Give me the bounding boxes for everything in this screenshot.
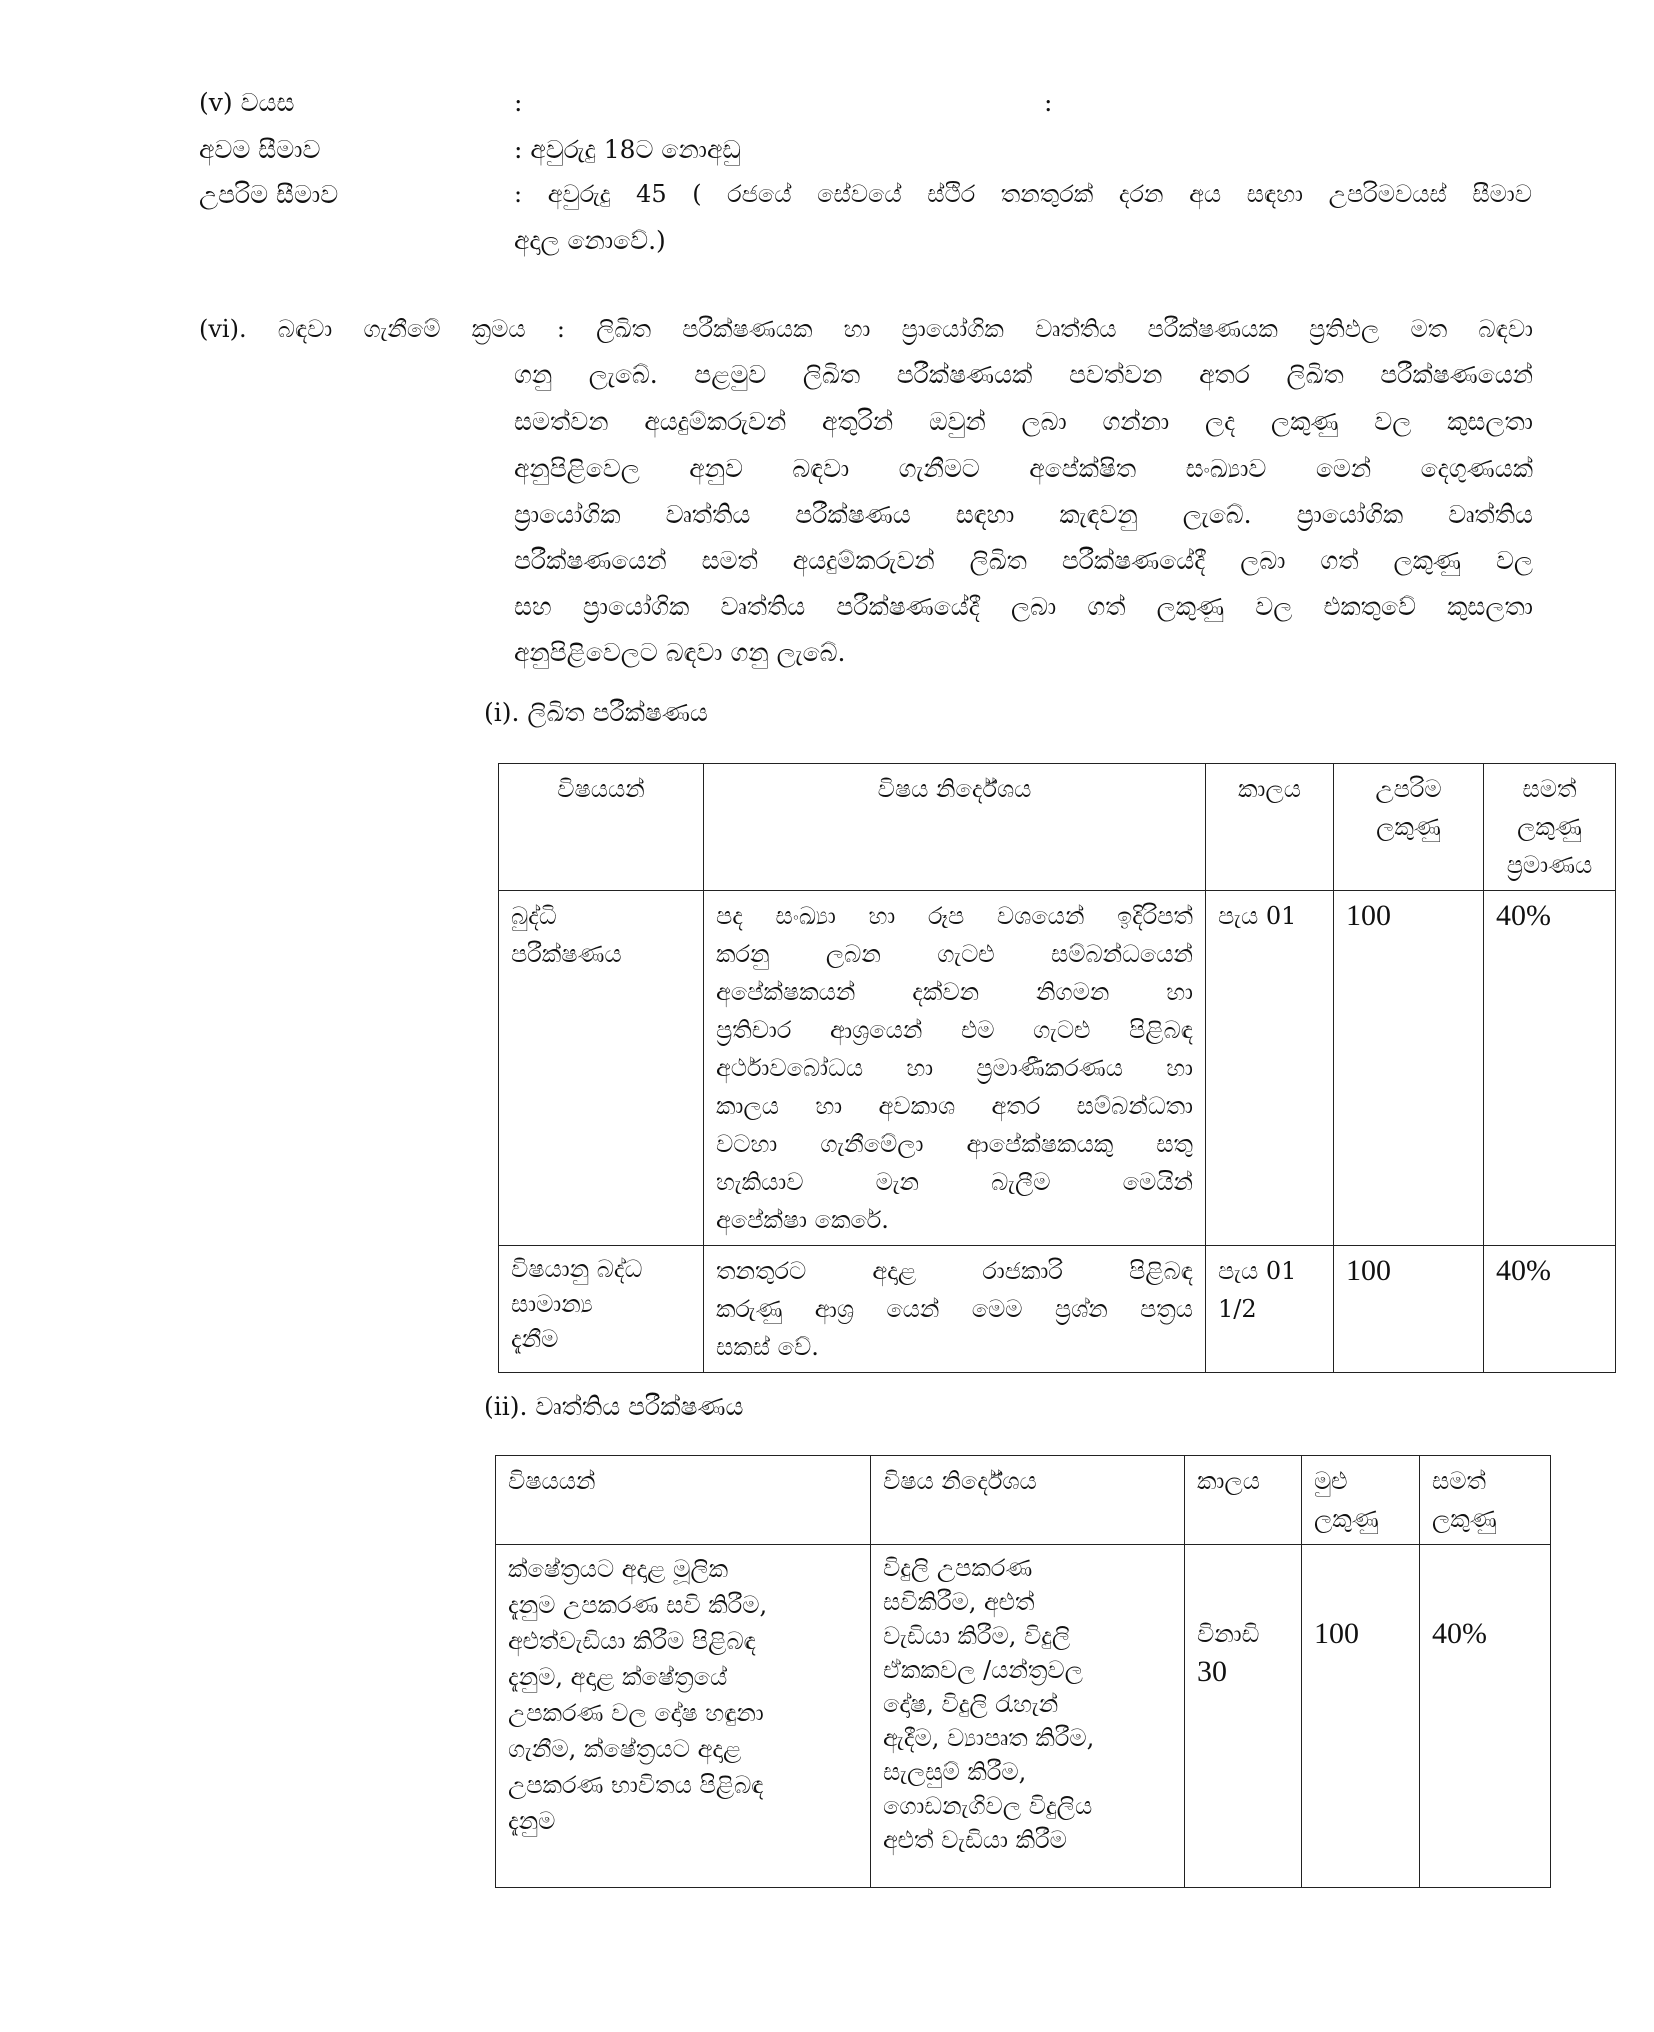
header-syllabus: විෂය නිර්දේශය — [871, 1456, 1185, 1545]
cell-duration: විනාඩි 30 — [1185, 1545, 1302, 1888]
header-syllabus: විෂය නිර්දේශය — [704, 764, 1206, 891]
recruitment-line-4: ප්‍රායෝගික වෘත්තිය පරීක්ෂණය සඳහා කැඳවනු ලැබේ. ප්‍රායෝගික වෘත්තිය — [514, 500, 1533, 529]
age-heading: (v) වයස — [199, 88, 295, 117]
cell-max-marks: 100 — [1334, 1246, 1484, 1373]
recruitment-line-6: සහ ප්‍රායෝගික වෘත්තිය පරීක්ෂණයේදී ලබා ගත් ලකුණු වල එකතුවේ කුසලතා — [514, 592, 1533, 621]
age-min-value: : අවුරුදු 18ට නොඅඩු — [514, 135, 741, 164]
cell-pass-marks: 40% — [1484, 1246, 1616, 1373]
header-subjects: විෂයයන් — [499, 764, 704, 891]
header-max-marks: උපරිම ලකුණු — [1334, 764, 1484, 891]
table-row — [499, 1246, 1616, 1373]
age-max-value-line1: : අවුරුදු 45 ( රජයේ සේවයේ ස්ථිර තනතුරක් දරන අය සඳහා උපරිමවයස් සීමාව — [514, 180, 1532, 208]
header-pass-marks: සමත් ලකුණු ප්‍රමාණය — [1484, 764, 1616, 891]
recruitment-line-3: අනුපිළිවෙල අනුව බඳවා ගැනීමට අපේක්ෂිත සංඛ්‍යාව මෙන් දෙගුණයක් — [514, 454, 1533, 483]
table-header-row — [499, 764, 1616, 891]
header-duration: කාලය — [1206, 764, 1334, 891]
header-duration: කාලය — [1185, 1456, 1302, 1545]
recruitment-line-1: ගනු ලැබේ. පළමුව ලිඛිත පරීක්ෂණයක් පවත්වන අතර ලිඛිත පරීක්ෂණයෙන් — [514, 360, 1533, 389]
table-header-row — [496, 1456, 1551, 1545]
age-colon-1: : — [514, 88, 523, 117]
cell-pass-marks: 40% — [1420, 1545, 1551, 1888]
age-min-label: අවම සීමාව — [199, 135, 321, 164]
cell-subject: විෂයානු බද්ධ සාමාන්‍ය දැනීම — [499, 1246, 704, 1373]
cell-syllabus: තනතුරට අදාළ රාජකාරි පිළිබඳ කරුණු ආශ්‍ර යෙන් මෙම ප්‍රශ්න පත්‍රය සකස් වේ. — [704, 1246, 1206, 1373]
header-total-marks: මුළු ලකුණු — [1302, 1456, 1420, 1545]
cell-max-marks: 100 — [1334, 891, 1484, 1246]
table-row — [496, 1545, 1551, 1888]
cell-total-marks: 100 — [1302, 1545, 1420, 1888]
table-row — [499, 891, 1616, 1246]
recruitment-line-5: පරීක්ෂණයෙන් සමත් අයදුම්කරුවන් ලිඛිත පරීක්ෂණයේදී ලබා ගත් ලකුණු වල — [514, 546, 1533, 575]
cell-duration: පැය 01 — [1206, 891, 1334, 1246]
header-pass-marks: සමත් ලකුණු — [1420, 1456, 1551, 1545]
age-colon-2: : — [1044, 88, 1053, 117]
cell-pass-marks: 40% — [1484, 891, 1616, 1246]
cell-subject: ක්ෂේත්‍රයට අදාළ මූලික දැනුම උපකරණ සවි කිරීම, අළුත්වැඩියා කිරීම පිළිබඳ දැනුම, අදාළ ක්ෂේත්‍රයේ උපකරණ වල දෝෂ හඳුනා ගැනීම, ක්ෂේත්‍රයට අදාළ උපකරණ භාවිතය පිළිබඳ දැනුම — [496, 1545, 871, 1888]
cell-duration: පැය 01 1/2 — [1206, 1246, 1334, 1373]
written-exam-table — [498, 763, 1616, 1373]
recruitment-heading: (vi). බඳවා ගැනීමේ ක්‍රමය : ලිඛිත පරීක්ෂණයක හා ප්‍රායෝගික වෘත්තිය පරීක්ෂණයක ප්‍රතිඵල මත බඳවා — [199, 315, 1533, 343]
header-subjects: විෂයයන් — [496, 1456, 871, 1545]
recruitment-line-last: අනුපිළිවෙලට බඳවා ගනු ලැබේ. — [514, 638, 846, 667]
cell-subject: බුද්ධි පරීක්ෂණය — [499, 891, 704, 1246]
written-exam-title: (i). ලිඛිත පරීක්ෂණය — [484, 698, 708, 727]
cell-syllabus: විදුලි උපකරණ සවිකිරීම, අළුත් වැඩියා කිරීම, විදුලි ඒකකවල /යන්ත්‍රවල දෝෂ, විදුලි රැහැන් ඇදීම, ව්‍යාපෘත කිරීම, සැලසුම් කිරීම, ගොඩනැගිවල විදුලිය අළුත් වැඩියා කිරීම — [871, 1545, 1185, 1888]
practical-exam-title: (ii). වෘත්තිය පරීක්ෂණය — [484, 1392, 744, 1421]
cell-syllabus: පද සංඛ්‍යා හා රූප වශයෙන් ඉදිරිපත් කරනු ලබන ගැටළු සම්බන්ධයෙන් අපේක්ෂකයන් දක්වන නිගමන හා ප්‍රතිචාර ආශ්‍රයෙන් එම ගැටළු පිළිබඳ අර්ථාවබෝධය හා ප්‍රමාණීකරණය හා කාලය හා අවකාශ අතර සම්බන්ධතා වටහා ගැනීමේලා ආපේක්ෂකයකු සතු හැකියාව මැන බැලීම මෙයින් අපේක්ෂා කෙරේ. — [704, 891, 1206, 1246]
age-max-value-line2: අදාල නොවේ.) — [514, 226, 666, 255]
recruitment-line-2: සමත්වන අයදුම්කරුවන් අතුරින් ඔවුන් ලබා ගන්නා ලද ලකුණු වල කුසලතා — [514, 407, 1533, 436]
age-max-label: උපරිම සීමාව — [199, 180, 339, 209]
practical-exam-table — [495, 1455, 1551, 1888]
